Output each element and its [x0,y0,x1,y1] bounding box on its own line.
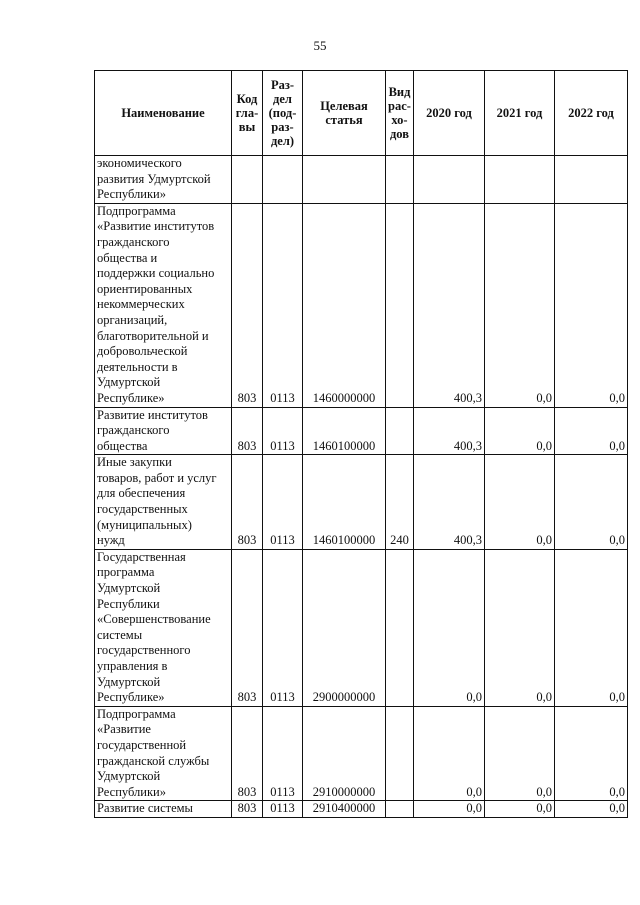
cell-y2020: 400,3 [414,455,485,550]
table-header-row [95,71,628,156]
cell-code [232,156,263,204]
header-2021: 2021 год [485,71,555,156]
cell-y2021 [485,156,555,204]
header-kind: Вид рас- хо- дов [386,71,414,156]
cell-name: Развитие системы [95,801,232,818]
cell-name: Иные закупки товаров, работ и услуг для обеспечения государственных (муниципальных) нужд [95,455,232,550]
cell-y2020: 0,0 [414,706,485,801]
cell-kind [386,156,414,204]
cell-kind: 240 [386,455,414,550]
cell-y2021: 0,0 [485,801,555,818]
cell-target: 1460100000 [303,407,386,455]
cell-y2021: 0,0 [485,407,555,455]
cell-section: 0113 [263,407,303,455]
header-name: Наименование [95,71,232,156]
cell-target: 2910000000 [303,706,386,801]
header-2020: 2020 год [414,71,485,156]
cell-y2021: 0,0 [485,203,555,407]
table-row [95,156,628,204]
cell-y2022: 0,0 [555,407,628,455]
cell-target: 1460000000 [303,203,386,407]
cell-target: 2900000000 [303,549,386,706]
header-section: Раз- дел (под- раз- дел) [263,71,303,156]
cell-kind [386,407,414,455]
cell-code: 803 [232,455,263,550]
cell-y2022: 0,0 [555,549,628,706]
cell-y2020: 400,3 [414,203,485,407]
table-row [95,706,628,801]
header-2022: 2022 год [555,71,628,156]
cell-code: 803 [232,549,263,706]
cell-y2022: 0,0 [555,801,628,818]
table-row [95,407,628,455]
cell-y2022: 0,0 [555,203,628,407]
cell-y2020: 0,0 [414,801,485,818]
page-number: 55 [313,38,327,53]
budget-table [94,70,628,818]
cell-y2020: 400,3 [414,407,485,455]
table-row [95,455,628,550]
cell-section: 0113 [263,455,303,550]
table-row [95,203,628,407]
cell-target: 1460100000 [303,455,386,550]
cell-name: Государственная программа Удмуртской Республики «Совершенствование системы государственного управления в Удмуртской Республике» [95,549,232,706]
cell-target [303,156,386,204]
cell-code: 803 [232,203,263,407]
cell-section: 0113 [263,706,303,801]
cell-kind [386,706,414,801]
cell-y2021: 0,0 [485,549,555,706]
cell-y2020 [414,156,485,204]
header-target: Целевая статья [303,71,386,156]
cell-name: экономического развития Удмуртской Республики» [95,156,232,204]
table-row [95,801,628,818]
cell-name: Подпрограмма «Развитие институтов гражданского общества и поддержки социально ориентированных некоммерческих организаций, благотворительной и добровольческой деятельности в Удмуртской Республике» [95,203,232,407]
cell-kind [386,203,414,407]
cell-y2020: 0,0 [414,549,485,706]
header-code: Код гла- вы [232,71,263,156]
cell-name: Развитие институтов гражданского общества [95,407,232,455]
cell-kind [386,549,414,706]
cell-y2021: 0,0 [485,706,555,801]
cell-y2021: 0,0 [485,455,555,550]
cell-y2022: 0,0 [555,455,628,550]
cell-kind [386,801,414,818]
cell-y2022: 0,0 [555,706,628,801]
cell-code: 803 [232,706,263,801]
table-row [95,549,628,706]
cell-section: 0113 [263,203,303,407]
cell-name: Подпрограмма «Развитие государственной гражданской службы Удмуртской Республики» [95,706,232,801]
cell-code: 803 [232,801,263,818]
cell-code: 803 [232,407,263,455]
cell-section [263,156,303,204]
cell-y2022 [555,156,628,204]
cell-section: 0113 [263,801,303,818]
cell-target: 2910400000 [303,801,386,818]
cell-section: 0113 [263,549,303,706]
